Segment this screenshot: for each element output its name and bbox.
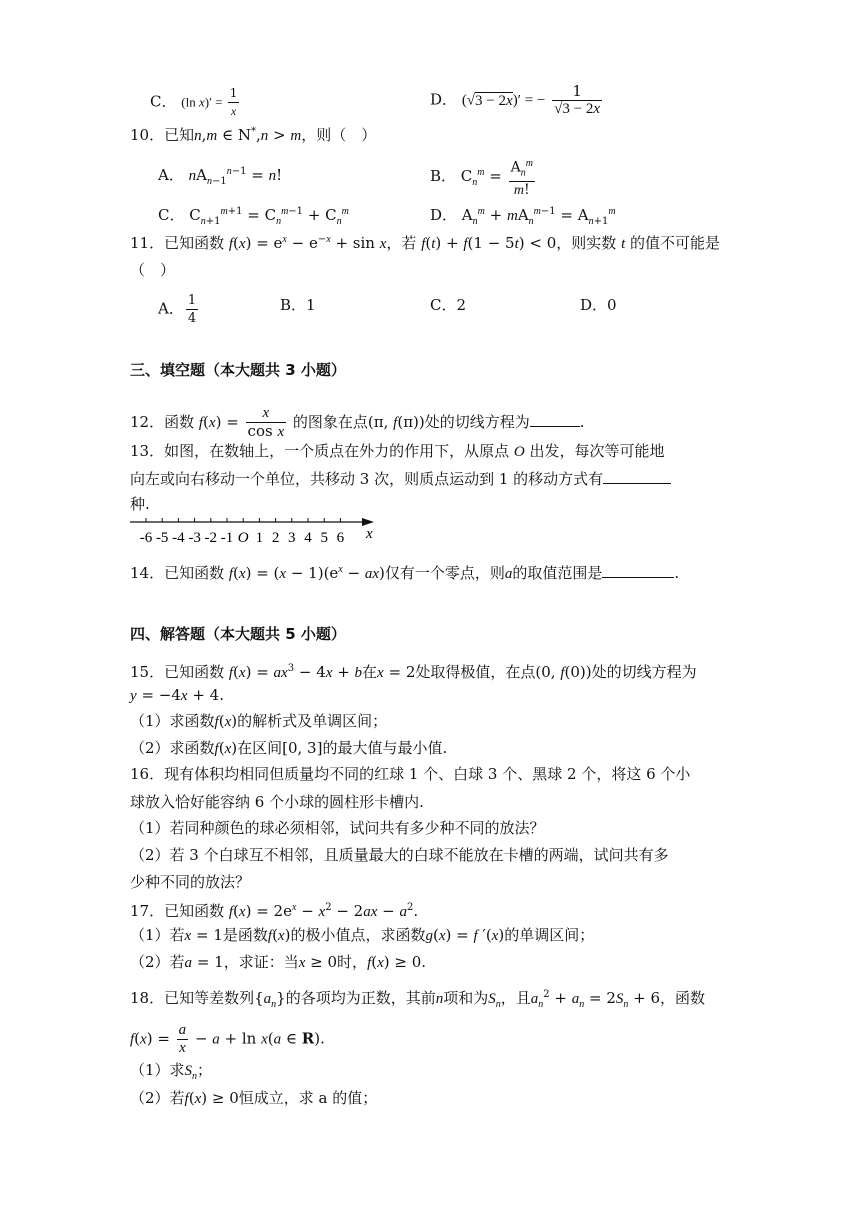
q12-answer-blank[interactable] <box>530 411 580 427</box>
q13-answer-blank[interactable] <box>603 468 671 484</box>
q18-part1: （1）求$S_n$； <box>130 1061 213 1082</box>
q11-option-a: A． $\frac{1}{4}$ <box>158 293 197 326</box>
q16-part2-line1: （2）若 3 个白球互不相邻，且质量最大的白球不能放在卡槽的两端，试问共有多 <box>130 846 669 864</box>
q14-answer-blank[interactable] <box>602 562 674 578</box>
q15-tangent-equation: y = −4x + 4. <box>130 686 224 704</box>
q18-part2: （2）若f(x) ≥ 0恒成立，求 a 的值； <box>130 1089 378 1107</box>
q16-line1: 16．现有体积均相同但质量均不同的红球 1 个、白球 3 个、黑球 2 个，将这 6 个小 <box>130 765 691 783</box>
q10-option-b: B． $C_n^m$ = $\frac{A_n^m}{m!}$ <box>430 155 537 199</box>
q17-part2: （2）若a = 1，求证：当x ≥ 0时，f(x) ≥ 0. <box>130 953 427 971</box>
q11-paren: （ ） <box>130 261 176 279</box>
number-line-figure <box>128 512 378 548</box>
tick-label: -3 <box>188 530 201 546</box>
q10-option-d: D． $A_n^m + mA_n^{m-1} = A_{n+1}^m$ <box>430 206 616 227</box>
q13-line3: 种. <box>130 495 150 513</box>
tick-label: 3 <box>288 530 296 546</box>
q10-option-a: A． $nA_{n-1}^{n-1} = n$! <box>158 166 283 187</box>
q9-option-c: C． (ln x)′ = $\frac{1}{x}$ <box>150 86 238 118</box>
tick-label: -5 <box>155 530 169 546</box>
section4-heading: 四、解答题（本大题共 5 小题） <box>130 625 346 643</box>
q11-option-b: B．1 <box>280 296 316 314</box>
q18-stem: 18．已知等差数列$\{a_n\}$的各项均为正数，其前n项和为$S_n$，且$a_n^2 + a_n = 2S_n + 6$，函数 <box>130 989 706 1010</box>
q15-part1: （1）求函数f(x)的解析式及单调区间； <box>130 712 388 730</box>
tick-label: 1 <box>255 530 264 546</box>
q11-option-c: C．2 <box>430 296 467 314</box>
tick-label: 4 <box>304 530 312 546</box>
q12-stem: 12．函数 f(x) = $\frac{x}{\text{cos x}}$ 的图象在点(π, f(π))处的切线方程为 . <box>130 405 585 440</box>
q10-stem: 10．已知n,m ∈ N*,n > m，则（ ） <box>130 126 377 144</box>
q17-part1: （1）若x = 1是函数f(x)的极小值点，求函数g(x) = f ′(x)的单调区间； <box>130 926 595 944</box>
tick-label: -2 <box>204 530 218 546</box>
tick-label: 5 <box>320 530 328 546</box>
q10-option-c: C． $C_{n+1}^{m+1} = C_n^{m-1} + C_n^m$ <box>158 206 349 227</box>
tick-label: -1 <box>220 530 234 546</box>
q13-line1: 13．如图，在数轴上，一个质点在外力的作用下，从原点 O 出发，每次等可能地 <box>130 442 665 460</box>
tick-label: O <box>237 530 249 546</box>
tick-label: -4 <box>172 530 185 546</box>
q9-option-d: D． (√3 − 2x)′ = − $\frac{1}{√3 - 2x}$ <box>430 82 601 117</box>
axis-variable-label: x <box>366 526 373 542</box>
q11-stem: 11．已知函数 $f(x) = e^x - e^{-x} + \sin x$，若 f(t) + f(1 − 5t) < 0，则实数 t 的值不可能是 <box>130 234 721 252</box>
q18-function-def: f(x) = $\frac{a}{x}$ − a + ln x(a ∈ R). <box>130 1022 325 1056</box>
q16-line2: 球放入恰好能容纳 6 个小球的圆柱形卡槽内. <box>130 793 424 811</box>
q15-part2: （2）求函数f(x)在区间[0, 3]的最大值与最小值. <box>130 739 448 757</box>
number-line-arrow-icon <box>362 518 374 526</box>
tick-label: 2 <box>271 530 280 546</box>
tick-label: -6 <box>139 530 153 546</box>
q16-part2-line2: 少种不同的放法？ <box>130 873 251 891</box>
q11-option-d: D．0 <box>580 296 617 314</box>
q13-line2: 向左或向右移动一个单位，共移动 3 次，则质点运动到 1 的移动方式有 <box>130 468 671 489</box>
q16-part1: （1）若同种颜色的球必须相邻，试问共有多少种不同的放法？ <box>130 819 545 837</box>
q14-stem: 14．已知函数 $f(x) = (x - 1)(e^x - ax)$仅有一个零点，则a的取值范围是 . <box>130 564 680 582</box>
section3-heading: 三、填空题（本大题共 3 小题） <box>130 361 346 379</box>
q17-stem: 17．已知函数 $f(x) = 2e^x - x^2 - 2ax - a^2$. <box>130 902 419 920</box>
q15-stem: 15．已知函数 $f(x) = ax^3 - 4x + b$在x = 2处取得极值，在点(0, f(0))处的切线方程为 <box>130 663 697 681</box>
tick-label: 6 <box>336 530 345 546</box>
